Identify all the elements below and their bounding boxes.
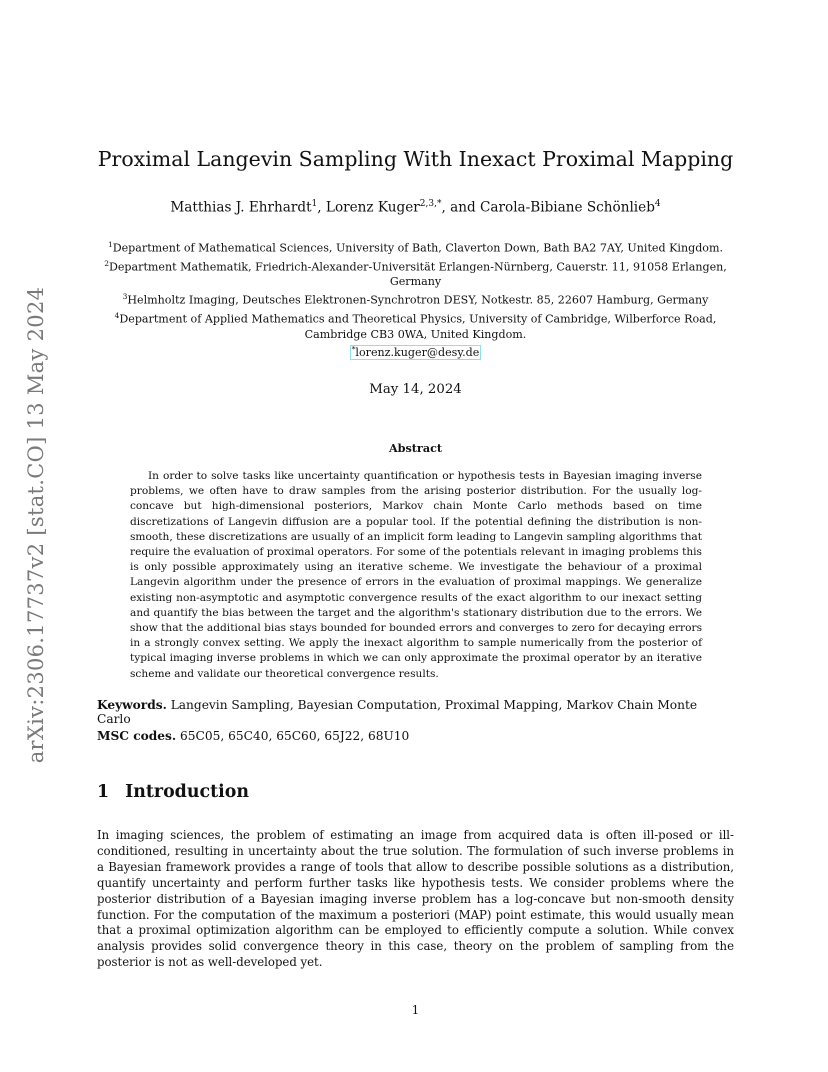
author-name: Matthias J. Ehrhardt	[170, 199, 312, 216]
section-title: Introduction	[125, 782, 249, 802]
keywords-text: Langevin Sampling, Bayesian Computation, Proximal Mapping, Markov Chain Monte Carlo	[97, 698, 698, 726]
abstract-heading: Abstract	[388, 441, 443, 455]
affiliation-3: $^3$Helmholtz Imaging, Deutsches Elektronen-Synchrotron DESY, Notkestr. 85, 22607 Hamburg, Germany	[122, 292, 709, 308]
affiliation-1: $^1$Department of Mathematical Sciences, University of Bath, Claverton Down, Bath BA2 7AY, United Kingdom.	[107, 240, 724, 255]
author-affiliation-mark: 1	[311, 199, 318, 209]
author-name: Lorenz Kuger	[325, 199, 420, 216]
introduction-paragraph: In imaging sciences, the problem of estimating an image from acquired data is often ill-posed or ill-conditioned, resulting in uncertainty about the true solution. The formulation of such inverse problems in a Bayesian framework provides a range of tools that allow to describe possible solutions as a distribution, quantify uncertainty and perform further tasks like hypothesis tests. We consider problems where the posterior distribution of a Bayesian imaging inverse problem has a log-concave but non-smooth density function. For the computation of the maximum a posteriori (MAP) point estimate, this would usually mean that a proximal optimization algorithm can be employed to efficiently compute a solution. While convex analysis provides solid convergence theory in this case, theory on the problem of sampling from the posterior is not as well-developed yet.	[97, 828, 734, 970]
author-affiliation-mark: 4	[654, 199, 661, 209]
corresponding-email	[97, 342, 734, 361]
page-number: 1	[411, 1003, 420, 1017]
publication-date: May 14, 2024	[369, 382, 462, 397]
paper-title: Proximal Langevin Sampling With Inexact Proximal Mapping	[97, 147, 734, 171]
msc-label: MSC codes.	[97, 729, 177, 743]
affiliation-2: $^2$Department Mathematik, Friedrich-Alexander-Universität Erlangen-Nürnberg, Cauerstr. 11, 91058 Erlangen, Germany	[104, 258, 727, 289]
email-link[interactable]: *lorenz.kuger@desy.de	[351, 344, 480, 360]
author-name: Carola-Bibiane Schönlieb	[480, 199, 655, 216]
msc-codes	[97, 729, 734, 743]
author-list: Matthias J. Ehrhardt$^1$, Lorenz Kuger$^{2,3,*}$, and Carola-Bibiane Schönlieb$^4$	[170, 199, 661, 216]
arxiv-sidebar	[14, 280, 58, 770]
msc-text: 65C05, 65C40, 65C60, 65J22, 68U10	[180, 729, 410, 743]
affiliations	[97, 237, 734, 360]
keywords-label: Keywords.	[97, 698, 167, 712]
abstract-text: In order to solve tasks like uncertainty quantification or hypothesis tests in Bayesian imaging inverse problems, we often have to draw samples from the arising posterior distribution. For the usually log-concave but high-dimensional posteriors, Markov chain Monte Carlo methods based on time discretizations of Langevin diffusion are a popular tool. If the potential defining the distribution is non-smooth, these discretizations are usually of an implicit form leading to Langevin sampling algorithms that require the evaluation of proximal operators. For some of the potentials relevant in imaging problems this is only possible approximately using an iterative scheme. We investigate the behaviour of a proximal Langevin algorithm under the presence of errors in the evaluation of proximal mappings. We generalize existing non-asymptotic and asymptotic convergence results of the exact algorithm to our inexact setting and quantify the bias between the target and the algorithm's stationary distribution due to the errors. We show that the additional bias stays bounded for bounded errors and converges to zero for decaying errors in a strongly convex setting. We apply the inexact algorithm to sample numerically from the posterior of typical imaging inverse problems in which we can only approximate the proximal operator by an iterative scheme and validate our theoretical convergence results.	[130, 470, 702, 680]
section-number: 1	[97, 782, 110, 802]
keywords	[97, 698, 734, 726]
author-affiliation-mark: 2,3,*	[419, 199, 442, 209]
section-heading	[97, 782, 249, 802]
affiliation-4: $^4$Department of Applied Mathematics and Theoretical Physics, University of Cambridge, Wilberforce Road, Cambridge CB3 0WA, United Kingdom.	[114, 311, 717, 341]
arxiv-identifier: arXiv:2306.17737v2 [stat.CO] 13 May 2024	[24, 286, 48, 764]
